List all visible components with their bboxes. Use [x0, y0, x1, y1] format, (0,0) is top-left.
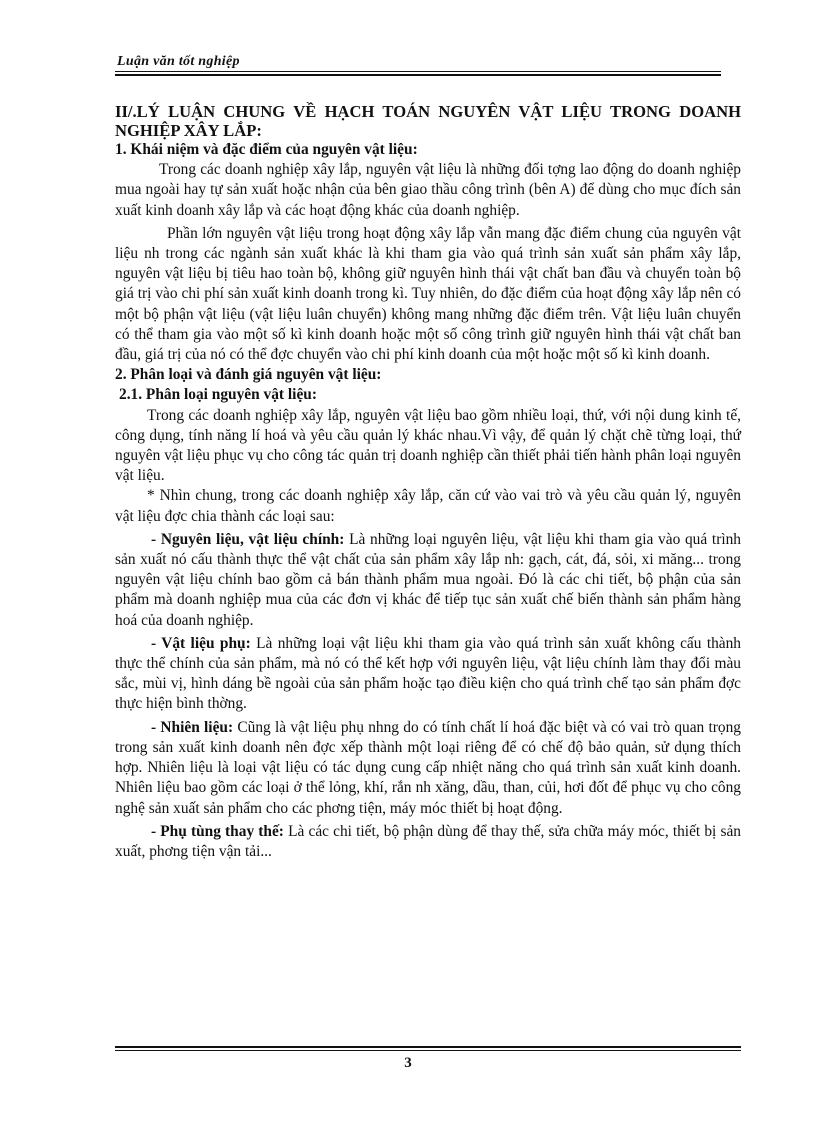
- term-main-materials: - Nguyên liệu, vật liệu chính:: [151, 530, 345, 548]
- term-auxiliary-materials: - Vật liệu phụ:: [151, 634, 251, 652]
- text-spare-parts: Là các chi tiết, bộ phận dùng để thay thế, sửa chữa máy móc, thiết bị sản xuất, phơng tiện vận tải...: [115, 822, 741, 860]
- paragraph-definition: Trong các doanh nghiệp xây lắp, nguyên vật liệu là những đối tợng lao động do doanh nghiệp mua ngoài hay tự sản xuất hoặc nhận của bên giao thầu công trình (bên A) để dùng cho mục đích sản xuất kinh doanh xây lắp và các hoạt động khác của doanh nghiệp.: [115, 161, 741, 219]
- header-rule-top: [115, 71, 721, 72]
- paragraph-classification: Trong các doanh nghiệp xây lắp, nguyên vật liệu bao gồm nhiều loại, thứ, với nội dung kinh tế, công dụng, tính năng lí hoá và yêu cầu quản lý khác nhau.Vì vậy, để quản lý chặt chẽ từng loại, thứ nguyên vật liệu phục vụ cho công tác quản trị doanh nghiệp cần thiết phải tiến hành phân loại nguyên vật liệu.: [115, 406, 741, 485]
- page-number: 3: [404, 1055, 412, 1071]
- text-auxiliary-materials: Là những loại vật liệu khi tham gia vào quá trình sản xuất không cấu thành thực thể chính của sản phẩm, mà nó có thể kết hợp với nguyên liệu, vật liệu chính làm thay đổi màu sắc, mùi vị, hình dáng bề ngoài của sản phẩm hoặc tạo điều kiện cho quá trình chế tạo sản phẩm đợc thực hiện bình thờng.: [115, 634, 742, 713]
- list-item-main-materials: [115, 530, 741, 631]
- term-fuel: - Nhiên liệu:: [151, 718, 234, 736]
- heading-2: 2. Phân loại và đánh giá nguyên vật liệu:: [115, 366, 382, 384]
- heading-2-1: 2.1. Phân loại nguyên vật liệu:: [119, 386, 317, 404]
- paragraph-overview: * Nhìn chung, trong các doanh nghiệp xây lắp, căn cứ vào vai trò và yêu cầu quản lý, nguyên vật liệu đợc chia thành các loại sau:: [115, 487, 741, 525]
- running-header: Luận văn tốt nghiệp: [117, 54, 240, 69]
- heading-1: 1. Khái niệm và đặc điểm của nguyên vật liệu:: [115, 141, 418, 158]
- list-item-fuel: [115, 718, 741, 819]
- text-fuel: Cũng là vật liệu phụ nhng do có tính chất lí hoá đặc biệt và có vai trò quan trọng trong sản xuất kinh doanh nên đợc xếp thành một loại riêng để có chế độ bảo quản, sử dụng thích hợp. Nhiên liệu là loại vật liệu có tác dụng cung cấp nhiệt năng cho quá trình sản xuất kinh doanh. Nhiên liệu bao gồm các loại ở thể lỏng, khí, rắn nh xăng, dầu, than, củi, hơi đốt để phục vụ cho công nghệ sản xuất sản phẩm cho các phơng tiện, máy móc thiết bị hoạt động.: [115, 718, 742, 817]
- section-title: II/.LÝ LUẬN CHUNG VỀ HẠCH TOÁN NGUYÊN VẬT LIỆU TRONG DOANH NGHIỆP XÂY LẮP:: [115, 102, 741, 140]
- footer-rule-bottom: [115, 1050, 741, 1051]
- list-item-spare-parts: [115, 822, 741, 862]
- footer-rule-top: [115, 1046, 741, 1048]
- document-body: [115, 102, 741, 862]
- list-item-auxiliary-materials: [115, 634, 741, 715]
- text-main-materials: Là những loại nguyên liệu, vật liệu khi tham gia vào quá trình sản xuất nó cấu thành thực thể vật chất của sản phẩm xây lắp nh: gạch, cát, đá, sỏi, xi măng... trong nguyên vật liệu chính bao gồm cả bán thành phẩm mua ngoài. Đó là các chi tiết, bộ phận của sản phẩm mà doanh nghiệp mua của các đơn vị khác để tiếp tục sản xuất chế biến thành sản phẩm hàng hoá của doanh nghiệp.: [115, 530, 741, 629]
- paragraph-characteristics: Phần lớn nguyên vật liệu trong hoạt động xây lắp vẫn mang đặc điểm chung của nguyên vật liệu nh trong các ngành sản xuất khác là khi tham gia vào quá trình sản xuất sản phẩm xây lắp, nguyên vật liệu bị tiêu hao toàn bộ, không giữ nguyên hình thái vật chất ban đầu và chuyển toàn bộ giá trị vào chi phí sản xuất kinh doanh trong kì. Tuy nhiên, do đặc điểm của hoạt động xây lắp nên có một bộ phận vật liệu (vật liệu luân chuyển) không mang những đặc điểm trên. Vật liệu luân chuyển có thể tham gia vào một số kì kinh doanh hoặc một số công trình giữ nguyên hình thái vật chất ban đầu, giá trị của nó có thể đợc chuyển vào chi phí kinh doanh của một hoặc một số kì kinh doanh.: [115, 224, 741, 364]
- term-spare-parts: - Phụ tùng thay thế:: [151, 822, 284, 840]
- header-rule-bottom: [115, 74, 721, 76]
